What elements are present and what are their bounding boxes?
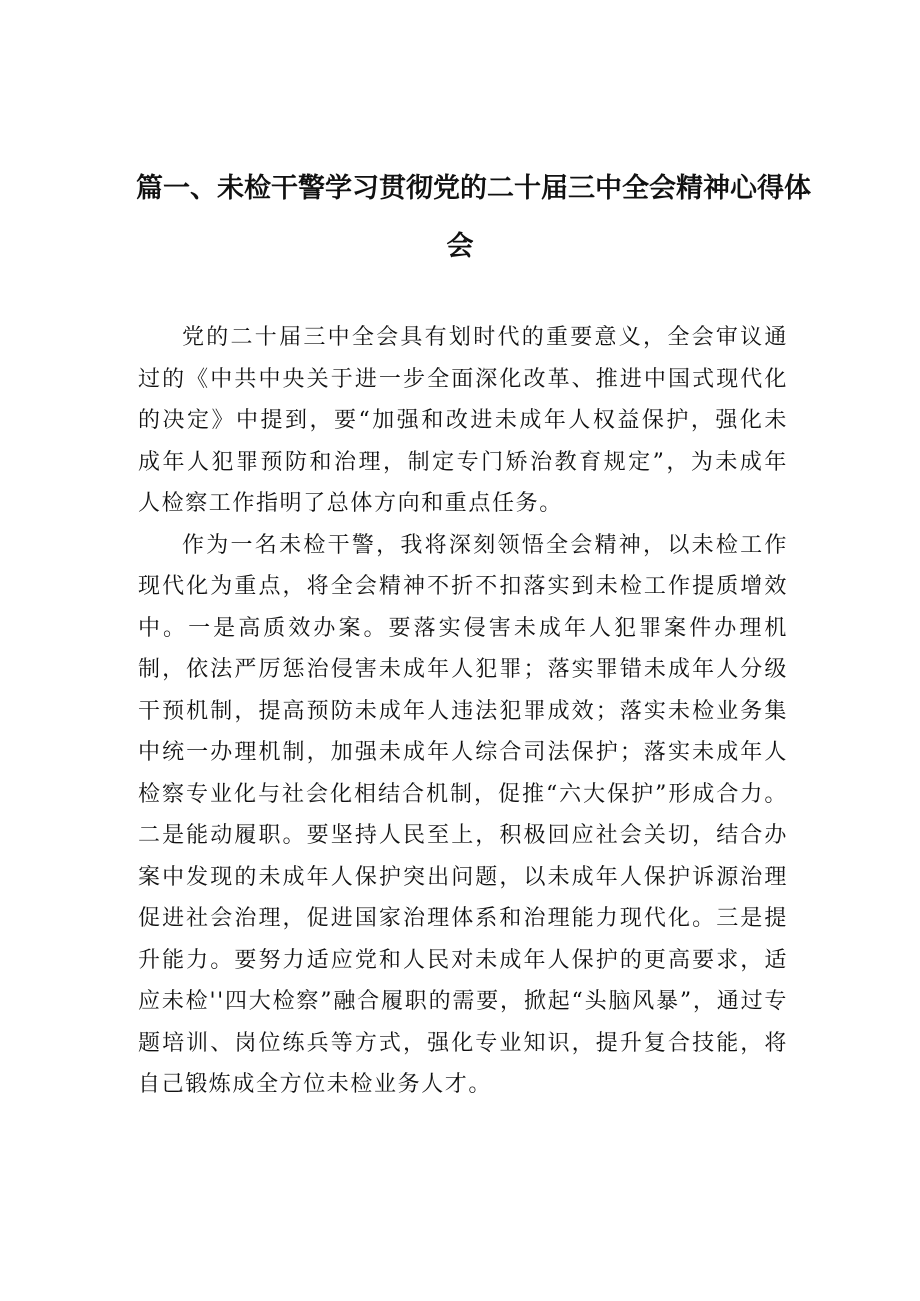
- document-title-line-2: 会: [446, 231, 474, 262]
- paragraph-1: 党的二十届三中全会具有划时代的重要意义，全会审议通过的《中共中央关于进一步全面深化改革、推进中国式现代化的决定》中提到，要“加强和改进未成年人权益保护，强化未成年人犯罪预防和治理，制定专门矫治教育规定”，为未成年人检察工作指明了总体方向和重点任务。: [138, 325, 788, 516]
- document-title: [130, 160, 811, 276]
- document-body: [138, 317, 788, 1106]
- document-title-line-1: 篇一、未检干警学习贯彻党的二十届三中全会精神心得体: [136, 173, 811, 204]
- paragraph-2: 作为一名未检干警，我将深刻领悟全会精神，以未检工作现代化为重点，将全会精神不折不扣落实到未检工作提质增效中。一是高质效办案。要落实侵害未成年人犯罪案件办理机制，依法严厉惩治侵害未成年人犯罪；落实罪错未成年人分级干预机制，提高预防未成年人违法犯罪成效；落实未检业务集中统一办理机制，加强未成年人综合司法保护；落实未成年人检察专业化与社会化相结合机制，促推“六大保护”形成合力。二是能动履职。要坚持人民至上，积极回应社会关切，结合办案中发现的未成年人保护突出问题，以未成年人保护诉源治理促进社会治理，促进国家治理体系和治理能力现代化。三是提升能力。要努力适应党和人民对未成年人保护的更高要求，适应未检''四大检察”融合履职的需要，掀起“头脑风暴”，通过专题培训、岗位练兵等方式，强化专业知识，提升复合技能，将自己锻炼成全方位未检业务人才。: [138, 532, 788, 1097]
